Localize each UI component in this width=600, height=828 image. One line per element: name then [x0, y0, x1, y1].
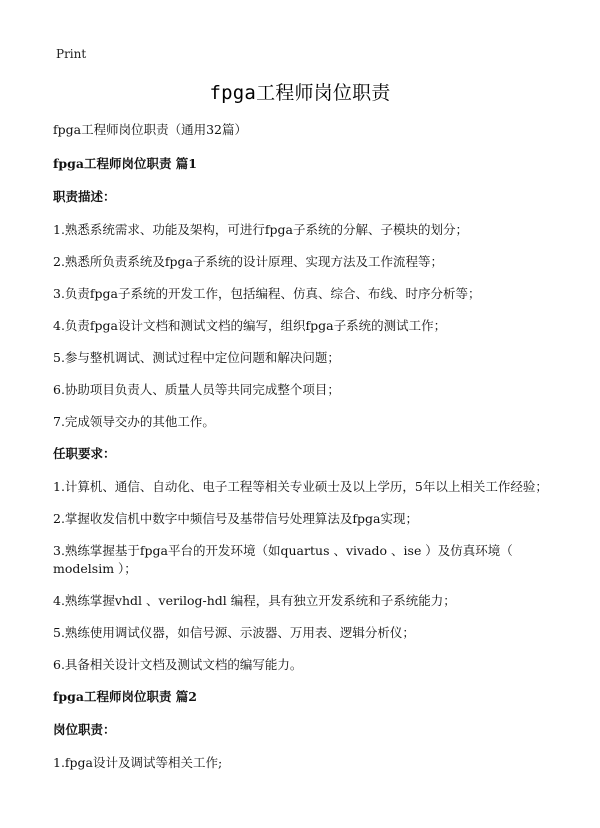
print-label: Print: [56, 47, 87, 61]
requirement-item-2: 2.掌握收发信机中数字中频信号及基带信号处理算法及fpga实现；: [53, 511, 419, 526]
document-title: fpga工程师岗位职责: [209, 82, 391, 104]
duty-item-part2-1: 1.fpga设计及调试等相关工作;: [53, 755, 223, 770]
requirement-item-6: 6.具备相关设计文档及测试文档的编写能力。: [53, 657, 303, 672]
duty-item-4: 4.负责fpga设计文档和测试文档的编写，组织fpga子系统的测试工作；: [53, 318, 447, 333]
duty-item-5: 5.参与整机调试、测试过程中定位问题和解决问题；: [53, 350, 340, 365]
duty-item-7: 7.完成领导交办的其他工作。: [53, 414, 215, 429]
requirement-item-4: 4.熟练掌握vhdl 、verilog-hdl 编程，具有独立开发系统和子系统能力；: [53, 593, 456, 608]
section-heading-part2: fpga工程师岗位职责 篇2: [53, 689, 198, 704]
duty-item-3: 3.负责fpga子系统的开发工作，包括编程、仿真、综合、布线、时序分析等；: [53, 286, 481, 301]
requirement-item-5: 5.熟练使用调试仪器，如信号源、示波器、万用表、逻辑分析仪；: [53, 625, 415, 640]
requirements-heading: 任职要求：: [53, 446, 116, 461]
duties-heading-part2: 岗位职责：: [53, 722, 116, 737]
duty-item-2: 2.熟悉所负责系统及fpga子系统的设计原理、实现方法及工作流程等；: [53, 254, 444, 269]
section-heading-part1: fpga工程师岗位职责 篇1: [53, 156, 198, 171]
document-subtitle: fpga工程师岗位职责（通用32篇）: [53, 122, 247, 137]
requirement-item-3: 3.熟练掌握基于fpga平台的开发环境（如quartus 、vivado 、ise ）及仿真环境（ modelsim ）；: [53, 543, 513, 576]
document-body: [53, 121, 553, 786]
duty-item-6: 6.协助项目负责人、质量人员等共同完成整个项目；: [53, 382, 340, 397]
duties-heading: 职责描述：: [53, 189, 116, 204]
duty-item-1: 1.熟悉系统需求、功能及架构，可进行fpga子系统的分解、子模块的划分；: [53, 222, 469, 237]
requirement-item-1: 1.计算机、通信、自动化、电子工程等相关专业硕士及以上学历，5年以上相关工作经验；: [53, 479, 548, 494]
